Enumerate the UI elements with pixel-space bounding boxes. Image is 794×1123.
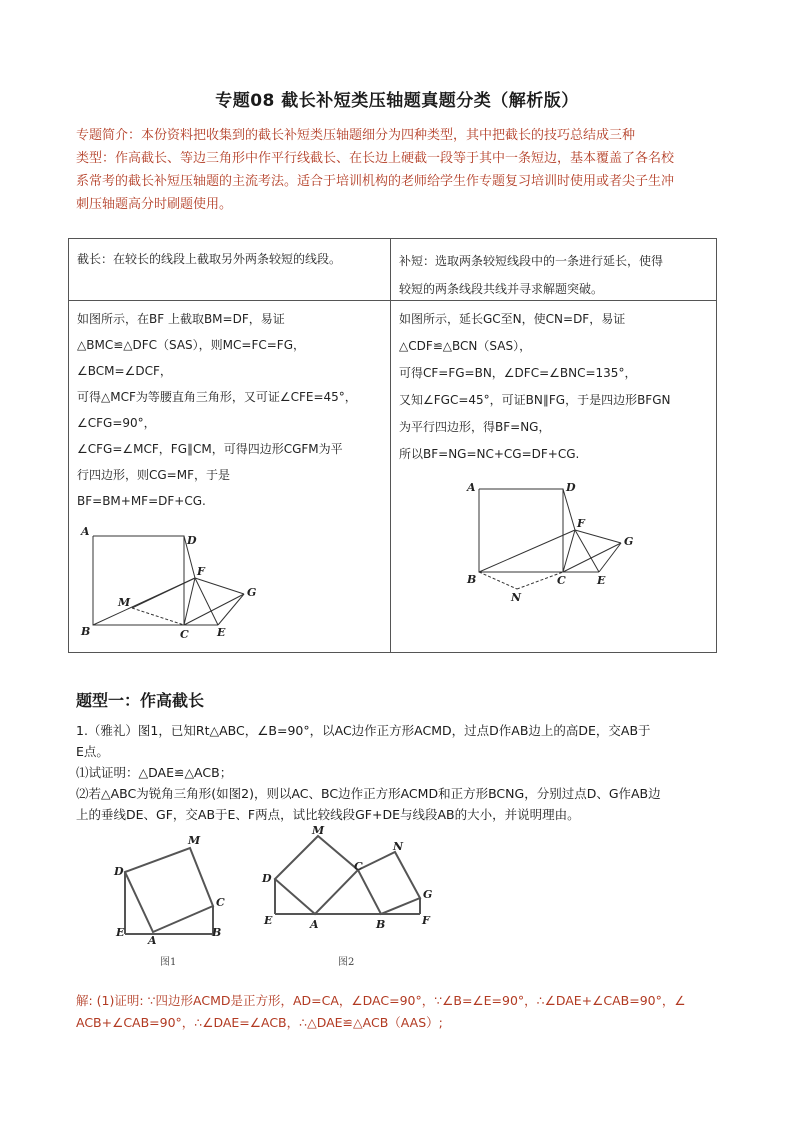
fig-label-a: A bbox=[148, 934, 157, 947]
jiechang-body-line: ∠CFG=∠MCF，FG∥CM，可得四边形CGFM为平 bbox=[77, 442, 343, 456]
fig-label-d: D bbox=[187, 534, 197, 547]
buduan-body-line: 所以BF=NG=NC+CG=DF+CG. bbox=[399, 447, 580, 461]
question-block bbox=[76, 720, 721, 825]
question-figure-2 bbox=[258, 824, 443, 972]
fig-label-c: C bbox=[180, 628, 189, 641]
fig1-caption: 图1 bbox=[160, 957, 177, 968]
buduan-body-cell bbox=[399, 306, 709, 468]
fig-label-d: D bbox=[262, 872, 272, 885]
fig-label-m: M bbox=[188, 834, 201, 847]
intro-line: 专题简介：本份资料把收集到的截长补短类压轴题细分为四种类型，其中把截长的技巧总结成三种 bbox=[76, 128, 636, 143]
jiechang-body-line: ∠BCM=∠DCF， bbox=[77, 364, 172, 378]
answer-block bbox=[76, 990, 721, 1034]
fig-label-b: B bbox=[81, 625, 91, 638]
fig2-caption: 图2 bbox=[338, 957, 355, 968]
intro-line: 刺压轴题高分时刷题使用。 bbox=[76, 197, 233, 212]
buduan-body-line: 又知∠FGC=45°，可证BN∥FG，于是四边形BFGN bbox=[399, 393, 671, 407]
question-line: 上的垂线DE、GF，交AB于E、F两点，试比较线段GF+DE与线段AB的大小，并说明理由。 bbox=[76, 807, 580, 822]
fig-label-b: B bbox=[467, 573, 477, 586]
fig-label-d: D bbox=[114, 865, 124, 878]
question-line: E点。 bbox=[76, 744, 109, 759]
intro-paragraph bbox=[76, 124, 721, 216]
fig-label-e: E bbox=[217, 626, 226, 639]
jiechang-body-cell bbox=[77, 306, 382, 514]
buduan-body-line: 如图所示，延长GC至N，使CN=DF，易证 bbox=[399, 312, 626, 326]
intro-line: 系常考的截长补短压轴题的主流考法。适合于培训机构的老师给学生作专题复习培训时使用或者尖子生冲 bbox=[76, 174, 675, 189]
jiechang-body-line: 行四边形，则CG=MF，于是 bbox=[77, 468, 230, 482]
fig-label-m: M bbox=[118, 596, 131, 609]
fig-label-b: B bbox=[376, 918, 386, 931]
fig-label-m: M bbox=[312, 824, 325, 837]
fig-label-a: A bbox=[310, 918, 319, 931]
jiechang-header-cell bbox=[77, 249, 382, 269]
fig-label-c: C bbox=[354, 860, 363, 873]
buduan-body-line: 可得CF=FG=BN，∠DFC=∠BNC=135°， bbox=[399, 366, 637, 380]
buduan-header-line: 较短的两条线段共线并寻求解题突破。 bbox=[399, 282, 604, 296]
fig-label-c: C bbox=[216, 896, 225, 909]
fig-label-d: D bbox=[566, 481, 576, 494]
buduan-header-cell bbox=[399, 247, 709, 303]
buduan-figure bbox=[465, 479, 645, 604]
fig-label-g: G bbox=[247, 586, 257, 599]
buduan-header-line: 补短：选取两条较短线段中的一条进行延长，使得 bbox=[399, 254, 664, 268]
jiechang-body-line: 可得△MCF为等腰直角三角形，又可证∠CFE=45°， bbox=[77, 390, 357, 404]
question-line: ⑵若△ABC为锐角三角形(如图2)，则以AC、BC边作正方形ACMD和正方形BCNG，分别过点D、G作AB边 bbox=[76, 786, 661, 801]
section-title: 题型一：作高截长 bbox=[76, 691, 205, 710]
fig-label-e: E bbox=[116, 926, 125, 939]
jiechang-body-line: BF=BM+MF=DF+CG. bbox=[77, 494, 206, 508]
question-line: ⑴试证明：△DAE≌△ACB； bbox=[76, 765, 233, 780]
jiechang-body-line: 如图所示，在BF 上截取BM=DF，易证 bbox=[77, 312, 285, 326]
question-figure-1 bbox=[110, 832, 235, 972]
fig-label-c: C bbox=[557, 574, 566, 587]
answer-line: 解: (1)证明: ∵四边形ACMD是正方形，AD=CA，∠DAC=90°，∵∠B=∠E=90°，∴∠DAE+∠CAB=90°，∠ bbox=[76, 993, 686, 1008]
page-title: 专题08 截长补短类压轴题真题分类（解析版） bbox=[215, 91, 579, 111]
jiechang-header-text: 截长：在较长的线段上截取另外两条较短的线段。 bbox=[77, 252, 342, 266]
fig-label-n: N bbox=[393, 840, 404, 853]
jiechang-figure bbox=[77, 522, 267, 647]
method-table bbox=[68, 238, 717, 653]
question-line: 1.（雅礼）图1，已知Rt△ABC，∠B=90°，以AC边作正方形ACMD，过点D作AB边上的高DE，交AB于 bbox=[76, 723, 651, 738]
buduan-body-line: 为平行四边形，得BF=NG， bbox=[399, 420, 551, 434]
fig-label-a: A bbox=[467, 481, 476, 494]
fig-label-b: B bbox=[212, 926, 222, 939]
fig-label-f: F bbox=[577, 517, 585, 530]
jiechang-body-line: ∠CFG=90°， bbox=[77, 416, 156, 430]
fig-label-a: A bbox=[81, 525, 90, 538]
fig-label-f: F bbox=[422, 914, 430, 927]
intro-line: 类型：作高截长、等边三角形中作平行线截长、在长边上硬截一段等于其中一条短边，基本覆盖了各名校 bbox=[76, 151, 675, 166]
answer-line: ACB+∠CAB=90°，∴∠DAE=∠ACB，∴△DAE≌△ACB（AAS）; bbox=[76, 1015, 443, 1030]
fig-label-e: E bbox=[264, 914, 273, 927]
fig-label-e: E bbox=[597, 574, 606, 587]
fig-label-n: N bbox=[511, 591, 522, 604]
buduan-body-line: △CDF≌△BCN（SAS）， bbox=[399, 339, 532, 353]
fig-label-f: F bbox=[197, 565, 205, 578]
jiechang-body-line: △BMC≌△DFC（SAS），则MC=FC=FG， bbox=[77, 338, 305, 352]
fig-label-g: G bbox=[624, 535, 634, 548]
fig-label-g: G bbox=[423, 888, 433, 901]
